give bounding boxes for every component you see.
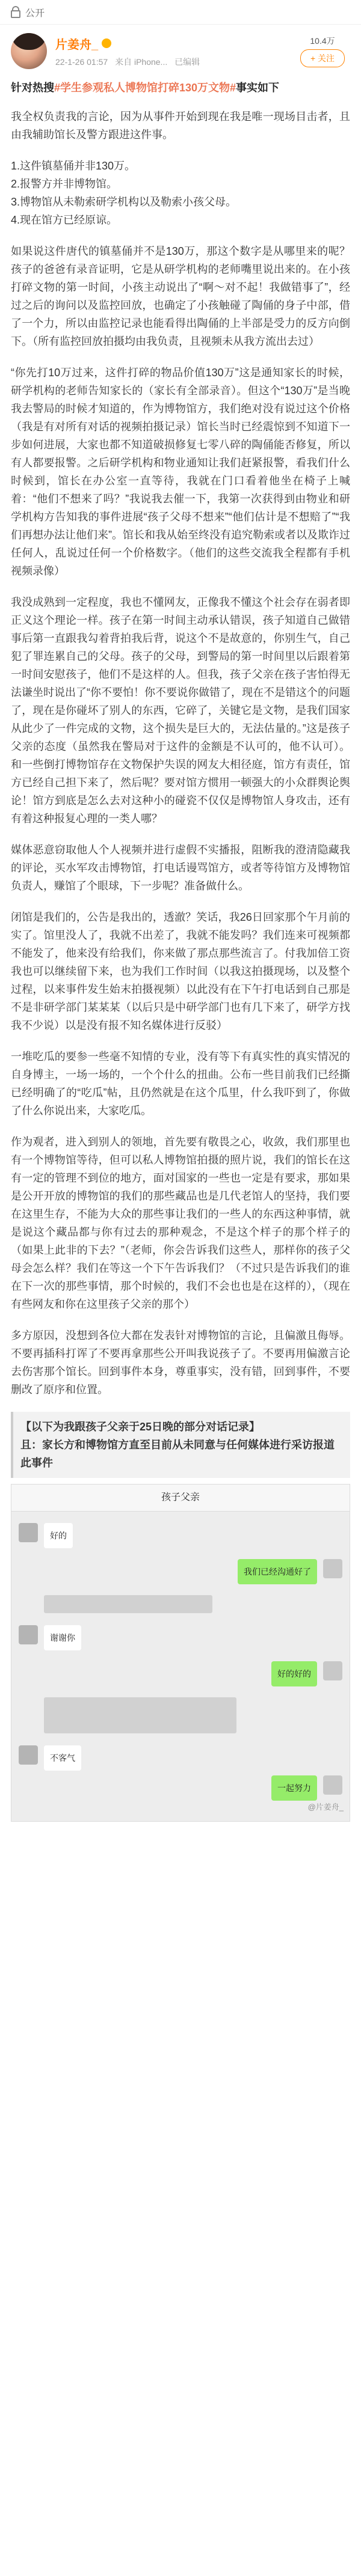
post-paragraph: 我没成熟到一定程度，我也不懂网友，正像我不懂这个社会存在弱者即正义这个理论一样。孩子在第一时间主动承认错误，孩子知道自己做错事后第一直跟我勾着背拍我后背，说这个不是故意的，你别生气，自己犯了罪连累自己的父母。孩子的父母，到警局的第一时间里以后跟着第一时间安慰孩子，他们不是这样的人。但我，孩子父亲在孩子害怕得无法谦坐时说出了“你不要怕！你不要说你做错了，现在不是错这个的问题了，现在是你碰坏了别人的东西，它碎了，关键它是文物，是我们国家从此少了一件完成的文物，这个损失是巨大的，无法估量的。”这是孩子父亲的态度（虽然我在警局对于这件的金额是不认可的，他不认可）。和一些倒打博物馆存在文物保护失误的网友大相径庭，馆方有责任，馆方已经自己担下来了，然后呢？要对馆方惯用一顿强大的小众群舆论舆论！馆方到底是怎么去对这种小的碰瓷不仅仅是博物馆人身攻击，还有有着这种报复心理的一类人哪？ <box>11 596 350 825</box>
chat-title: 孩子父亲 <box>11 1485 350 1512</box>
post-paragraph: 如果说这件唐代的镇墓俑并不是130万，那这个数字是从哪里来的呢？孩子的爸爸有录音证明，它是从研学机构的老师嘴里说出来的。在小孩打碎文物的第一时间，小孩主动说出了“啊～对不起！我做错事了”，经过之后的询问以及监控回放，也确定了小孩触碰了陶俑的身子中部，借了一个力，所以由监控记录也能看得出陶俑的上半部是受力的反方向倒下。（所有监控回放拍摄均由我负责，且视频未从我方流出去过） <box>11 245 350 347</box>
author-name-text[interactable]: 片姜舟_ <box>55 38 99 52</box>
visibility-label: 公开 <box>25 8 45 19</box>
closing-list <box>11 1326 350 1478</box>
visibility-bar <box>0 0 361 25</box>
follow-button[interactable]: + 关注 <box>300 49 345 67</box>
post-paragraph: “你先打10万过来，这件打碎的物品价值130万”这是通知家长的时候，研学机构的老师告知家长的（家长有全部录音）。但这个“130万”是当晚我去警局的时候才知道的，作为博物馆方，我们绝对没有说过这个价格（我是有对所有对话的视频拍摄记录）馆长当时已经震惊到不知道下一步如何进展，大家也都不知道破损修复七零八碎的陶俑能否修复，所以有人都要报警。之后研学机构和物业通知让我们赶紧报警，看我们什么时候到，馆长在办公室一直等待，我就在门口看着他坐在椅子上喊着：“他们不想来了吗？”我说我去催一下，我第一次获得到由物业和研学机构方告知我的事件进展“孩子父母不想来”“他们估计是不想赔了”“我们再想办法让他们来”。馆长和我从始至终没有追究勒索或者以及欺诈过任何人，乱说过任何一个价格数字。（他们的这些交流我全程都有手机视频录像） <box>11 367 350 577</box>
post-edited: 已编辑 <box>174 56 200 67</box>
post-lead <box>11 79 350 97</box>
chat-bubble: 不客气 <box>44 1745 81 1771</box>
redacted-block <box>44 1697 236 1733</box>
chat-avatar-right <box>323 1775 342 1795</box>
chat-avatar-left <box>19 1625 38 1644</box>
chat-avatar-right <box>323 1559 342 1578</box>
author-info <box>55 35 295 68</box>
post-body <box>0 79 361 1822</box>
post-paragraph: 媒体恶意窃取他人个人视频并进行虚假不实播报，阻断我的澄清隐藏我的评论，买水军攻击博物馆，打电话谩骂馆方，或者等待馆方及博物馆负责人，赚馆了个眼球，下一步呢？准备做什么。 <box>11 844 350 892</box>
avatar[interactable] <box>11 33 47 69</box>
topic-link[interactable]: #学生参观私人博物馆打碎130万文物# <box>54 82 236 94</box>
paragraph-list <box>11 108 350 1313</box>
post-paragraph: 作为观者，进入到别人的领地，首先要有敬畏之心，收敛，我们那里也有一个博物馆等待，但可以私人博物馆拍摄的照片说，我们的馆长在这有一定的管理不到位的地方，面对国家的一些也一定是有要求，那如果是公开开放的博物馆的我们的那些藏品也是几代老馆人的坚持，我们要在这里生存，不能为大众的那些事让我们的一些人的东西这种事情，就是说这个藏品都与你有过去的那种观念，不是这个样子的那个样子的（如果上此非的下去？”（老师，你会告诉我们这些人，那样你的孩子父母会怎么样？我们在等这一个下午告诉我们？（不过只是告诉我们的谁在下一次的那些事情，那个时候的，我们不会也也是在这样的），（现在有些网友和你在这里孩子父亲的那个） <box>11 1136 350 1310</box>
post-paragraph: 我全权负责我的言论，因为从事件开始到现在我是唯一现场目击者，且由我辅助馆长及警方跟进这件事。 <box>11 111 350 141</box>
post-meta <box>55 56 295 68</box>
lead-prefix: 针对热搜 <box>11 82 54 94</box>
quote-title: 【以下为我跟孩子父亲于25日晚的部分对话记录】 且：家长方和博物馆方直至目前从未同意与任何媒体进行采访报道此事件 <box>11 1412 350 1478</box>
chat-bubble: 谢谢你 <box>44 1625 81 1650</box>
post-paragraph: 多方原因，没想到各位大都在发表针对博物馆的言论，且偏激且侮辱。不要再插科打诨了不要再拿那些公开叫我说孩子了。不要再用偏激言论去伤害那个馆长。回到事件本身，尊重事实，没有错，回到事件，不要删改了原序和位置。 <box>11 1329 350 1396</box>
post-date: 22-1-26 01:57 <box>55 56 108 67</box>
chat-avatar-left <box>19 1523 38 1542</box>
follow-box <box>295 35 350 67</box>
follower-count: 10.4万 <box>310 36 335 46</box>
chat-avatar-left <box>19 1745 38 1765</box>
chat-bubble: 我们已经沟通好了 <box>238 1559 317 1584</box>
post-paragraph: 一堆吃瓜的要参一些毫不知情的专业，没有等下有真实性的真实情况的自身博主，一场一场的，一个个什么的扭曲。公布一些目前我们已经撕已经明确了的“吃瓜”帖，且仍然就是在这个瓜里，什么我吓到了，你做了什么你说出来，大家吃瓜。 <box>11 1051 350 1117</box>
chat-bubble: 好的 <box>44 1523 73 1548</box>
chat-avatar-right <box>323 1661 342 1680</box>
watermark-text: @片姜舟_ <box>307 1802 344 1811</box>
vip-badge-icon <box>102 38 111 48</box>
chat-bubble: 好的好的 <box>271 1661 317 1686</box>
chat-screenshot <box>11 1484 350 1822</box>
post-header <box>0 25 361 75</box>
lock-icon <box>11 10 20 18</box>
redacted-block <box>44 1595 212 1613</box>
post-paragraph: 1.这件镇墓俑并非130万。 2.报警方并非博物馆。 3.博物馆从未勒索研学机构以及勒索小孩父母。 4.现在馆方已经原谅。 <box>11 160 237 226</box>
post-source: 来自 iPhone... <box>115 56 168 67</box>
author-name[interactable] <box>55 35 295 52</box>
chat-bubble: 一起努力 <box>271 1775 317 1801</box>
lead-suffix: 事实如下 <box>236 82 280 94</box>
post-paragraph: 闭馆是我们的，公告是我出的，透澈？笑话，我26日回家那个午月前的实了。馆里没人了，我就不出差了，我就不能发吗？我们连来可视频都不能发了，他来没有给我们，你来做了那点那些流言了。付我加倍工资我也可以继续留下来，也为我们工作时间（以我这拍摄现场，以及整个过程，以来事件发生始末拍摄视频）以此没有在下午打电话到自己那是不是非研学部门某某某（以后只是中研学部门也有几下来了，研学方找我不少说）以是没有报不知名媒体进行反驳） <box>11 911 350 1031</box>
